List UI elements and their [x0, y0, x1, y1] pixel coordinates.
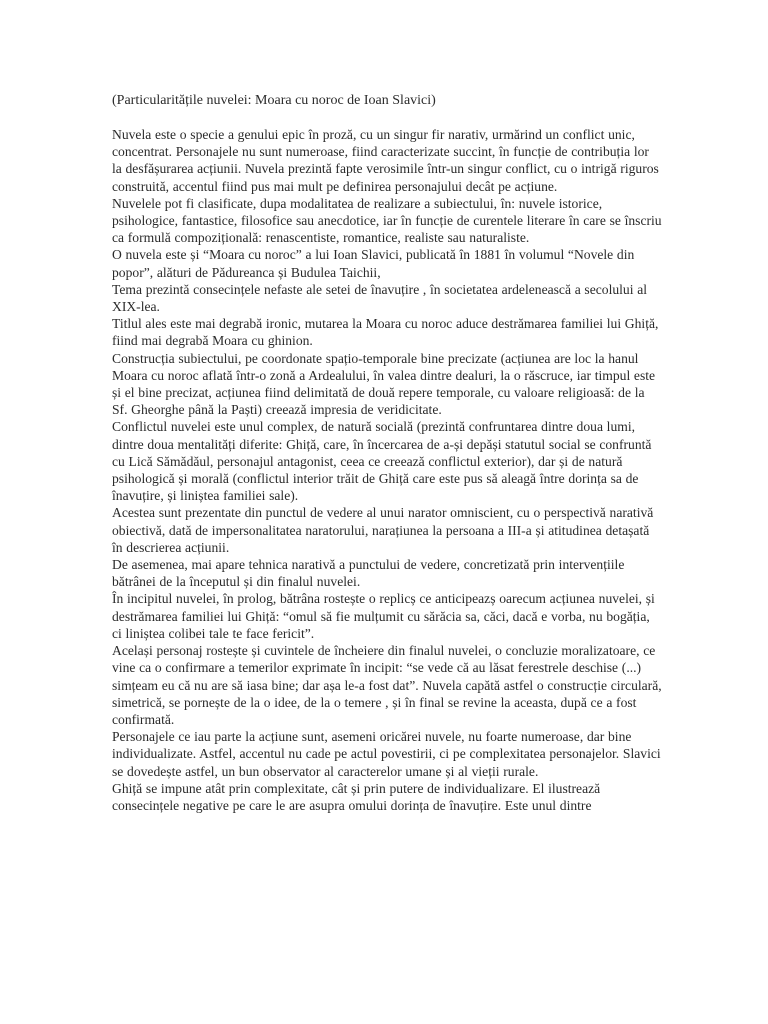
paragraph: Ghiță se impune atât prin complexitate, cât și prin putere de individualizare. El ilustrează consecințele negative pe care le are asupra omului dorința de înavuțire. Este unul dintre	[112, 780, 601, 813]
paragraph: Construcția subiectului, pe coordonate spațio-temporale bine precizate (acțiunea are loc la hanul Moara cu noroc aflată într-o zonă a Ardealului, în valea dintre dealuri, la o răscruce, iar timpul este și el bine precizat, acțiunea fiind delimitată de două repere temporale, cu valoare religioasă: de la Sf. Gheorghe până la Paști) creează impresia de veridicitate.	[112, 350, 656, 418]
document-title: (Particularitățile nuvelei: Moara cu noroc de Ioan Slavici)	[112, 93, 436, 108]
document-body	[112, 126, 662, 814]
paragraph: Conflictul nuvelei este unul complex, de natură socială (prezintă confruntarea dintre doua lumi, dintre doua mentalități diferite: Ghiță, care, în încercarea de a-și depăși statutul social se confruntă cu Lică Sămădăul, personajul antagonist, ceea ce creează conflictul exterior), dar și de natură psihologică și morală (conflictul interior trăit de Ghiță care este pus să aleagă între dorința sa de înavuțire, și liniștea familiei sale).	[112, 419, 652, 504]
paragraph: Acestea sunt prezentate din punctul de vedere al unui narator omniscient, cu o perspectivă narativă obiectivă, dată de impersonalitatea naratorului, narațiunea la persoana a III-a și atitudinea detașată în descrierea acțiunii.	[112, 505, 654, 555]
paragraph: O nuvela este și “Moara cu noroc” a lui Ioan Slavici, publicată în 1881 în volumul “Novele din popor”, alături de Pădureanca și Budulea Taichii,	[112, 247, 635, 280]
paragraph: În incipitul nuvelei, în prolog, bătrâna rostește o replicș ce anticipeazș oarecum acțiunea nuvelei, și destrămarea familiei lui Ghiță: “omul să fie mulțumit cu sărăcia sa, căci, dacă e vorba, nu bogăția, ci liniștea colibei tale te face fericit”.	[112, 591, 655, 641]
paragraph: Personajele ce iau parte la acțiune sunt, asemeni oricărei nuvele, nu foarte numeroase, dar bine individualizate. Astfel, accentul nu cade pe actul povestirii, ci pe complexitatea personajelor. Slavici se dovedește astfel, un bun observator al caracterelor umane și al vieții rurale.	[112, 729, 661, 779]
paragraph: Tema prezintă consecințele nefaste ale setei de înavuțire , în societatea ardelenească a secolului al XIX-lea.	[112, 281, 648, 315]
paragraph: Nuvelele pot fi clasificate, dupa modalitatea de realizare a subiectului, în: nuvele istorice, psihologice, fantastice, filosofice sau anecdotice, iar în funcție de curentele literare în care se înscriu ca formulă compozițională: renascentiste, romantice, realiste sau naturaliste.	[112, 195, 662, 246]
paragraph: Același personaj rostește și cuvintele de încheiere din finalul nuvelei, o concluzie moralizatoare, ce vine ca o confirmare a temerilor exprimate în incipit: “se vede că au lăsat ferestrele deschise (...) simțeam eu că nu are să iasa bine; dar așa le-a fost dat”. Nuvela capătă astfel o construcție circulară, simetrică, se pornește de la o idee, de la o temere , și în final se revine la aceasta, după ce a fost confirmată.	[112, 643, 662, 727]
paragraph: Nuvela este o specie a genului epic în proză, cu un singur fir narativ, urmărind un conflict unic, concentrat. Personajele nu sunt numeroase, fiind caracterizate succint, în funcție de contribuția lor la desfășurarea acțiunii. Nuvela prezintă fapte verosimile într-un singur conflict, cu o intrigă riguros construită, accentul fiind pus mai mult pe definirea personajului decât pe acțiune.	[112, 127, 659, 194]
paragraph: Titlul ales este mai degrabă ironic, mutarea la Moara cu noroc aduce destrămarea familiei lui Ghiță, fiind mai degrabă Moara cu ghinion.	[112, 316, 659, 349]
paragraph: De asemenea, mai apare tehnica narativă a punctului de vedere, concretizată prin intervențiile bătrânei de la începutul și din finalul nuvelei.	[112, 557, 625, 590]
document-page	[112, 92, 662, 814]
